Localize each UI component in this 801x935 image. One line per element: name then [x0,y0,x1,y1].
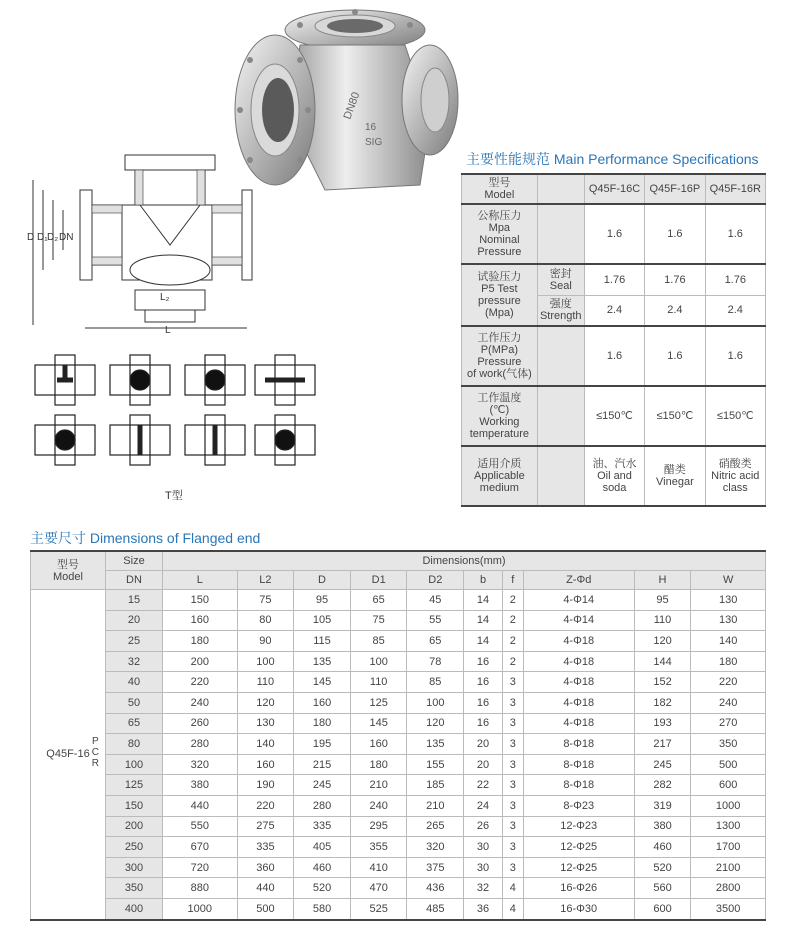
dims-column-header: f [502,571,523,590]
dims-cell: 26 [464,816,503,837]
perf-row-sub: 强度 Strength [537,295,584,326]
dims-cell: 3 [502,837,523,858]
dims-cell: 180 [163,631,238,652]
dims-cell: 3 [502,734,523,755]
dims-cell: 600 [691,775,766,796]
dims-cell: 405 [294,837,351,858]
dims-title: 主要尺寸 Dimensions of Flanged end [30,530,261,546]
dims-cell: 95 [294,590,351,611]
perf-row [462,326,766,386]
dims-cell: 320 [163,754,238,775]
dims-cell: 4-Φ18 [523,631,634,652]
dims-cell: 525 [350,898,407,919]
dims-cell: 30 [464,857,503,878]
dims-cell: 193 [634,713,691,734]
perf-cell: ≤150℃ [584,386,644,446]
dims-cell: 20 [464,734,503,755]
section-drawing [25,150,255,335]
dims-cell: 78 [407,651,464,672]
perf-cell: 1.6 [645,204,705,264]
perf-cell: 2.4 [645,295,705,326]
dims-column-header: Z-Φd [523,571,634,590]
dims-cell: 140 [691,631,766,652]
dims-dimensions-header: Dimensions(mm) [163,551,766,571]
dims-dn-cell: 150 [106,795,163,816]
dims-cell: 24 [464,795,503,816]
dims-cell: 130 [691,610,766,631]
dims-cell: 4 [502,878,523,899]
dims-cell: 260 [163,713,238,734]
dims-column-header: D1 [350,571,407,590]
dims-cell: 32 [464,878,503,899]
dims-row [31,775,766,796]
perf-row-label: 公称压力 Mpa Nominal Pressure [462,204,538,264]
dims-cell: 436 [407,878,464,899]
dims-cell: 3 [502,672,523,693]
dims-cell: 720 [163,857,238,878]
dims-cell: 65 [350,590,407,611]
dims-row [31,816,766,837]
dims-cell: 144 [634,651,691,672]
perf-cell: 1.6 [645,326,705,386]
perf-row-label: 试验压力 P5 Test pressure (Mpa) [462,264,538,326]
dims-cell: 2100 [691,857,766,878]
dims-dn-cell: 25 [106,631,163,652]
dims-cell: 95 [634,590,691,611]
dims-cell: 160 [294,692,351,713]
dims-column-header: D2 [407,571,464,590]
dims-cell: 350 [691,734,766,755]
dims-row [31,878,766,899]
dims-cell: 160 [350,734,407,755]
dims-cell: 160 [163,610,238,631]
dims-row [31,610,766,631]
dims-cell: 195 [294,734,351,755]
dims-dn-cell: 200 [106,816,163,837]
perf-sub-header [537,174,584,204]
dims-cell: 14 [464,631,503,652]
valve-photo [230,0,460,200]
dims-row [31,857,766,878]
dims-cell: 75 [237,590,294,611]
dims-cell: 182 [634,692,691,713]
dims-row [31,795,766,816]
dims-cell: 220 [237,795,294,816]
dims-cell: 12-Φ25 [523,837,634,858]
dims-cell: 75 [350,610,407,631]
dims-cell: 125 [350,692,407,713]
dims-dn-cell: 65 [106,713,163,734]
dims-cell: 90 [237,631,294,652]
dims-row [31,754,766,775]
perf-row-sub [537,204,584,264]
dims-cell: 3 [502,816,523,837]
perf-col-header: Q45F-16R [705,174,765,204]
dims-column-header: H [634,571,691,590]
dims-cell: 217 [634,734,691,755]
dims-cell: 1000 [691,795,766,816]
perf-row-sub [537,446,584,506]
dims-row [31,734,766,755]
dims-cell: 12-Φ23 [523,816,634,837]
dims-cell: 240 [691,692,766,713]
dims-cell: 200 [163,651,238,672]
port-configurations [30,350,320,475]
dims-cell: 110 [237,672,294,693]
dims-cell: 440 [237,878,294,899]
dims-cell: 4 [502,898,523,919]
dims-cell: 355 [350,837,407,858]
dims-cell: 295 [350,816,407,837]
dims-cell: 410 [350,857,407,878]
dims-cell: 20 [464,754,503,775]
dims-cell: 135 [407,734,464,755]
dims-cell: 8-Φ18 [523,734,634,755]
perf-model-header: 型号 Model [462,174,538,204]
t-port-diagrams [30,350,320,475]
port-caption: T型 [165,490,183,502]
dims-cell: 160 [237,754,294,775]
dims-cell: 135 [294,651,351,672]
perf-cell: 1.6 [705,204,765,264]
dims-cell: 16 [464,692,503,713]
dims-dn-cell: 400 [106,898,163,919]
dims-cell: 8-Φ23 [523,795,634,816]
dims-cell: 120 [634,631,691,652]
svg-text:SIG: SIG [365,137,383,148]
valve-casting-text: DN80 [341,90,363,122]
dims-row [31,672,766,693]
dims-cell: 14 [464,610,503,631]
dims-cell: 3 [502,775,523,796]
dims-cell: 215 [294,754,351,775]
dims-dn-cell: 350 [106,878,163,899]
dims-column-header: L [163,571,238,590]
dims-size-header: Size [106,551,163,571]
svg-text:D₁: D₁ [37,232,48,243]
dims-cell: 220 [163,672,238,693]
dims-column-header: L2 [237,571,294,590]
dimensions-table [30,550,766,921]
perf-row-sub: 密封 Seal [537,264,584,295]
perf-cell: 1.76 [705,264,765,295]
dims-cell: 500 [237,898,294,919]
perf-cell: 醋类 Vinegar [645,446,705,506]
dims-cell: 319 [634,795,691,816]
dims-cell: 36 [464,898,503,919]
dims-cell: 265 [407,816,464,837]
perf-cell: 1.76 [645,264,705,295]
dims-dn-cell: 100 [106,754,163,775]
perf-row-sub [537,326,584,386]
perf-header-row [462,174,766,204]
dims-cell: 500 [691,754,766,775]
dims-cell: 275 [237,816,294,837]
dims-cell: 8-Φ18 [523,775,634,796]
dims-cell: 3 [502,692,523,713]
perf-row-label: 工作压力 P(MPa) Pressure of work(气体) [462,326,538,386]
dims-cell: 45 [407,590,464,611]
dims-cell: 180 [691,651,766,672]
dims-cell: 110 [634,610,691,631]
dims-cell: 16-Φ26 [523,878,634,899]
perf-row-label: 适用介质 Applicable medium [462,446,538,506]
perf-row [462,386,766,446]
dims-dn-cell: 80 [106,734,163,755]
perf-col-header: Q45F-16C [584,174,644,204]
dims-cell: 280 [294,795,351,816]
dims-cell: 100 [350,651,407,672]
dims-cell: 3500 [691,898,766,919]
dims-cell: 3 [502,713,523,734]
perf-cell: ≤150℃ [705,386,765,446]
dims-cell: 245 [294,775,351,796]
svg-text:DN: DN [59,232,74,243]
dims-cell: 145 [294,672,351,693]
dims-cell: 190 [237,775,294,796]
dims-cell: 120 [237,692,294,713]
perf-col-header: Q45F-16P [645,174,705,204]
svg-text:D₂: D₂ [47,232,59,243]
dims-cell: 880 [163,878,238,899]
dims-cell: 1300 [691,816,766,837]
dims-row [31,651,766,672]
dims-cell: 4-Φ14 [523,590,634,611]
dims-cell: 2 [502,590,523,611]
dims-model-suffix: P C R [91,736,99,770]
dims-cell: 2 [502,651,523,672]
dims-model-cell [31,590,106,920]
dims-cell: 140 [237,734,294,755]
dims-dn-cell: 250 [106,837,163,858]
perf-row-sub [537,386,584,446]
perf-row [462,446,766,506]
dims-cell: 100 [237,651,294,672]
dims-cell: 180 [350,754,407,775]
perf-cell: 油、汽水 Oil and soda [584,446,644,506]
dims-row [31,837,766,858]
dims-dn-header: DN [106,571,163,590]
dims-cell: 85 [350,631,407,652]
dims-cell: 220 [691,672,766,693]
dims-cell: 80 [237,610,294,631]
dims-cell: 375 [407,857,464,878]
dims-cell: 485 [407,898,464,919]
dims-cell: 65 [407,631,464,652]
perf-cell: 2.4 [705,295,765,326]
dims-cell: 210 [350,775,407,796]
dims-cell: 150 [163,590,238,611]
dims-header-row [31,551,766,571]
dims-cell: 120 [407,713,464,734]
dims-cell: 1000 [163,898,238,919]
dims-column-row [31,571,766,590]
dims-cell: 145 [350,713,407,734]
dims-cell: 520 [634,857,691,878]
dims-cell: 8-Φ18 [523,754,634,775]
dims-cell: 180 [294,713,351,734]
dims-cell: 4-Φ18 [523,651,634,672]
dims-cell: 560 [634,878,691,899]
perf-cell: 1.6 [584,326,644,386]
dims-cell: 240 [163,692,238,713]
dims-cell: 155 [407,754,464,775]
dims-cell: 580 [294,898,351,919]
dims-cell: 460 [634,837,691,858]
dims-cell: 3 [502,857,523,878]
dims-cell: 600 [634,898,691,919]
dims-cell: 670 [163,837,238,858]
dims-cell: 16 [464,713,503,734]
dims-cell: 55 [407,610,464,631]
dims-cell: 270 [691,713,766,734]
dims-cell: 115 [294,631,351,652]
dims-cell: 12-Φ25 [523,857,634,878]
dims-cell: 1700 [691,837,766,858]
dims-row [31,631,766,652]
dims-cell: 3 [502,795,523,816]
dims-cell: 130 [691,590,766,611]
dims-cell: 2 [502,631,523,652]
dims-cell: 4-Φ18 [523,713,634,734]
perf-row [462,204,766,264]
dims-cell: 335 [237,837,294,858]
dims-cell: 30 [464,837,503,858]
dims-cell: 470 [350,878,407,899]
dims-column-header: b [464,571,503,590]
dims-dn-cell: 125 [106,775,163,796]
svg-text:D: D [27,232,35,243]
svg-text:16: 16 [365,122,377,133]
perf-cell: 1.76 [584,264,644,295]
dims-dn-cell: 32 [106,651,163,672]
dims-dn-cell: 40 [106,672,163,693]
dims-column-header: W [691,571,766,590]
dims-model-header: 型号 Model [31,551,106,590]
perf-row-label: 工作温度 (℃) Working temperature [462,386,538,446]
dims-cell: 335 [294,816,351,837]
dims-cell: 380 [634,816,691,837]
perf-cell: 硝酸类 Nitric acid class [705,446,765,506]
dims-row [31,713,766,734]
dims-row [31,898,766,919]
dims-cell: 185 [407,775,464,796]
dims-column-header: D [294,571,351,590]
dims-model-value: Q45F-16 [46,748,90,761]
dims-cell: 16 [464,651,503,672]
dims-cell: 16 [464,672,503,693]
dims-cell: 280 [163,734,238,755]
svg-text:L₂: L₂ [160,292,170,303]
performance-table [461,173,766,507]
dims-cell: 85 [407,672,464,693]
dims-dn-cell: 15 [106,590,163,611]
dims-row [31,692,766,713]
dims-cell: 520 [294,878,351,899]
dims-dn-cell: 300 [106,857,163,878]
dims-dn-cell: 20 [106,610,163,631]
dims-cell: 4-Φ18 [523,692,634,713]
perf-cell: 2.4 [584,295,644,326]
dims-cell: 110 [350,672,407,693]
dims-cell: 4-Φ18 [523,672,634,693]
perf-row [462,264,766,295]
perf-cell: ≤150℃ [645,386,705,446]
dims-cell: 282 [634,775,691,796]
dims-dn-cell: 50 [106,692,163,713]
dims-cell: 320 [407,837,464,858]
svg-text:L: L [165,325,171,335]
perf-cell: 1.6 [705,326,765,386]
dims-cell: 105 [294,610,351,631]
dims-cell: 440 [163,795,238,816]
dims-cell: 130 [237,713,294,734]
dims-cell: 245 [634,754,691,775]
dims-cell: 2 [502,610,523,631]
dims-cell: 2800 [691,878,766,899]
dims-cell: 3 [502,754,523,775]
dims-cell: 460 [294,857,351,878]
dims-cell: 380 [163,775,238,796]
dims-cell: 240 [350,795,407,816]
dims-cell: 4-Φ14 [523,610,634,631]
dims-row [31,590,766,611]
dims-cell: 16-Φ30 [523,898,634,919]
dims-cell: 152 [634,672,691,693]
dims-cell: 22 [464,775,503,796]
dims-cell: 210 [407,795,464,816]
dims-cell: 14 [464,590,503,611]
dims-cell: 360 [237,857,294,878]
dims-cell: 550 [163,816,238,837]
dims-cell: 100 [407,692,464,713]
perf-cell: 1.6 [584,204,644,264]
perf-title: 主要性能规范 Main Performance Specifications [466,151,759,167]
